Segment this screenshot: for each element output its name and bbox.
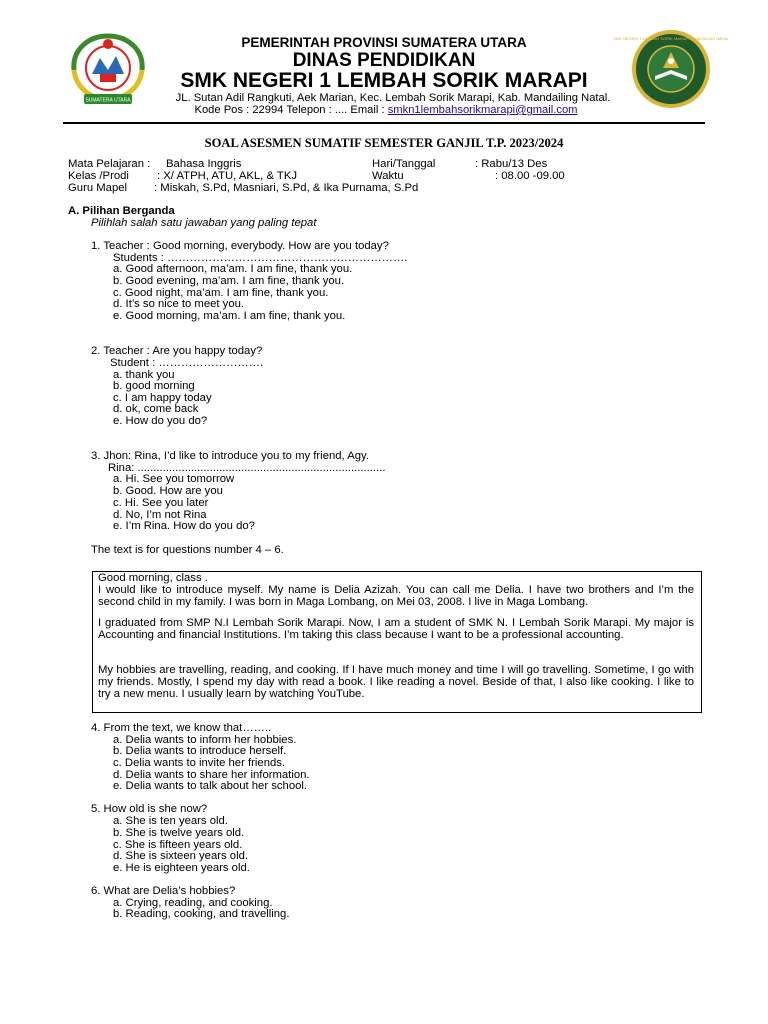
email-link[interactable]: smkn1lembahsorikmarapi@gmail.com: [387, 104, 578, 116]
q1-student-line: Students : ……………………………………………………….: [113, 252, 408, 264]
exam-title: SOAL ASESMEN SUMATIF SEMESTER GANJIL T.P. 2023/2024: [204, 136, 564, 150]
q5-option[interactable]: e. He is eighteen years old.: [113, 862, 250, 874]
q6-question: 6. What are Delia’s hobbies?: [91, 885, 236, 897]
time-value: : 08.00 -09.00: [495, 170, 565, 182]
header-government: PEMERINTAH PROVINSI SUMATERA UTARA: [241, 35, 527, 50]
q2-option[interactable]: a. thank you: [113, 369, 175, 381]
header-divider: [63, 122, 705, 124]
q5-option[interactable]: d. She is sixteen years old.: [113, 850, 249, 862]
q3-rina-line: Rina: ...............................................................................: [108, 462, 386, 474]
section-heading: A. Pilihan Berganda: [68, 205, 175, 217]
text-intro: The text is for questions number 4 – 6.: [91, 544, 284, 556]
q4-option[interactable]: d. Delia wants to share her information.: [113, 769, 310, 781]
q5-option[interactable]: a. She is ten years old.: [113, 815, 228, 827]
q3-option[interactable]: d. No, I’m not Rina: [113, 509, 207, 521]
q2-option[interactable]: e. How do you do?: [113, 415, 208, 427]
section-instruction: Pilihlah salah satu jawaban yang paling tepat: [91, 217, 317, 229]
q4-question: 4. From the text, we know that……..: [91, 722, 272, 734]
q4-option[interactable]: a. Delia wants to inform her hobbies.: [113, 734, 297, 746]
passage-paragraph-1: I would like to introduce myself. My name is Delia Azizah. You can call me Delia. I have two brothers and I’m the second child in my family. I was born in Maga Lombang, on Mei 03, 2008. I live in Maga Lombang.: [98, 584, 694, 608]
q2-teacher-line: 2. Teacher : Are you happy today?: [91, 345, 263, 357]
q3-option[interactable]: a. Hi. See you tomorrow: [113, 473, 235, 485]
class-value: : X/ ATPH, ATU, AKL, & TKJ: [157, 170, 298, 182]
q1-teacher-line: 1. Teacher : Good morning, everybody. How are you today?: [91, 240, 389, 252]
passage-greeting: Good morning, class .: [98, 572, 208, 584]
header-contact: [0, 104, 768, 116]
q1-option[interactable]: e. Good morning, ma’am. I am fine, thank you.: [113, 310, 346, 322]
q2-student-line: Student : ……………………….: [110, 357, 264, 369]
q2-option[interactable]: c. I am happy today: [113, 392, 212, 404]
q3-option[interactable]: e. I’m Rina. How do you do?: [113, 520, 255, 532]
q3-option[interactable]: b. Good. How are you: [113, 485, 223, 497]
passage-paragraph-2: I graduated from SMP N.I Lembah Sorik Marapi. Now, I am a student of SMK N. I Lembah Sorik Marapi. My major is Accounting and financial Institutions. I’m taking this class because I want to be a professional accounting.: [98, 617, 694, 641]
class-label: Kelas /Prodi: [68, 170, 129, 182]
day-label: Hari/Tanggal: [372, 158, 436, 170]
q4-option[interactable]: e. Delia wants to talk about her school.: [113, 780, 308, 792]
time-label: Waktu: [372, 170, 404, 182]
subject-value: Bahasa Inggris: [166, 158, 242, 170]
subject-label: Mata Pelajaran :: [68, 158, 151, 170]
passage-paragraph-3: My hobbies are travelling, reading, and cooking. If I have much money and time I will go travelling. Sometime, I go with my friends. Mostly, I spend my day with read a book. I like reading a novel. Beside of that, I also like cooking. I like to try a new menu. I usually learn by watching YouTube.: [98, 664, 694, 700]
q5-option[interactable]: c. She is fifteen years old.: [113, 839, 243, 851]
q3-option[interactable]: c. Hi. See you later: [113, 497, 209, 509]
left-logo-text: SUMATERA UTARA: [85, 97, 131, 104]
teacher-label: Guru Mapel: [68, 182, 128, 194]
q1-option[interactable]: a. Good afternoon, ma’am. I am fine, thank you.: [113, 263, 353, 275]
q6-option[interactable]: b. Reading, cooking, and travelling.: [113, 908, 290, 920]
q1-option[interactable]: c. Good night, ma’am. I am fine, thank you.: [113, 287, 329, 299]
q5-option[interactable]: b. She is twelve years old.: [113, 827, 245, 839]
q5-question: 5. How old is she now?: [91, 803, 208, 815]
q3-jhon-line: 3. Jhon: Rina, I’d like to introduce you to my friend, Agy.: [91, 450, 369, 462]
header-address: JL. Sutan Adil Rangkuti, Aek Marian, Kec. Lembah Sorik Marapi, Kab. Mandailing Natal.: [175, 92, 611, 104]
day-value: : Rabu/13 Des: [475, 158, 548, 170]
q1-option[interactable]: d. It’s so nice to meet you.: [113, 298, 245, 310]
q6-option[interactable]: a. Crying, reading, and cooking.: [113, 897, 273, 909]
q2-option[interactable]: d. ok, come back: [113, 403, 199, 415]
header-department: DINAS PENDIDIKAN: [292, 50, 476, 71]
q4-option[interactable]: b. Delia wants to introduce herself.: [113, 745, 287, 757]
contact-text: Kode Pos : 22994 Telepon : .... Email :: [194, 104, 388, 116]
q2-option[interactable]: b. good morning: [113, 380, 195, 392]
q4-option[interactable]: c. Delia wants to invite her friends.: [113, 757, 286, 769]
header-school: SMK NEGERI 1 LEMBAH SORIK MARAPI: [180, 69, 588, 92]
q1-option[interactable]: b. Good evening, ma’am. I am fine, thank you.: [113, 275, 345, 287]
teacher-value: : Miskah, S.Pd, Masniari, S.Pd, & Ika Purnama, S.Pd: [154, 182, 419, 194]
right-logo-text: SMK NEGERI 1 LEMBAH SORIK MARAPI MANDAILING NATAL: [613, 36, 729, 41]
